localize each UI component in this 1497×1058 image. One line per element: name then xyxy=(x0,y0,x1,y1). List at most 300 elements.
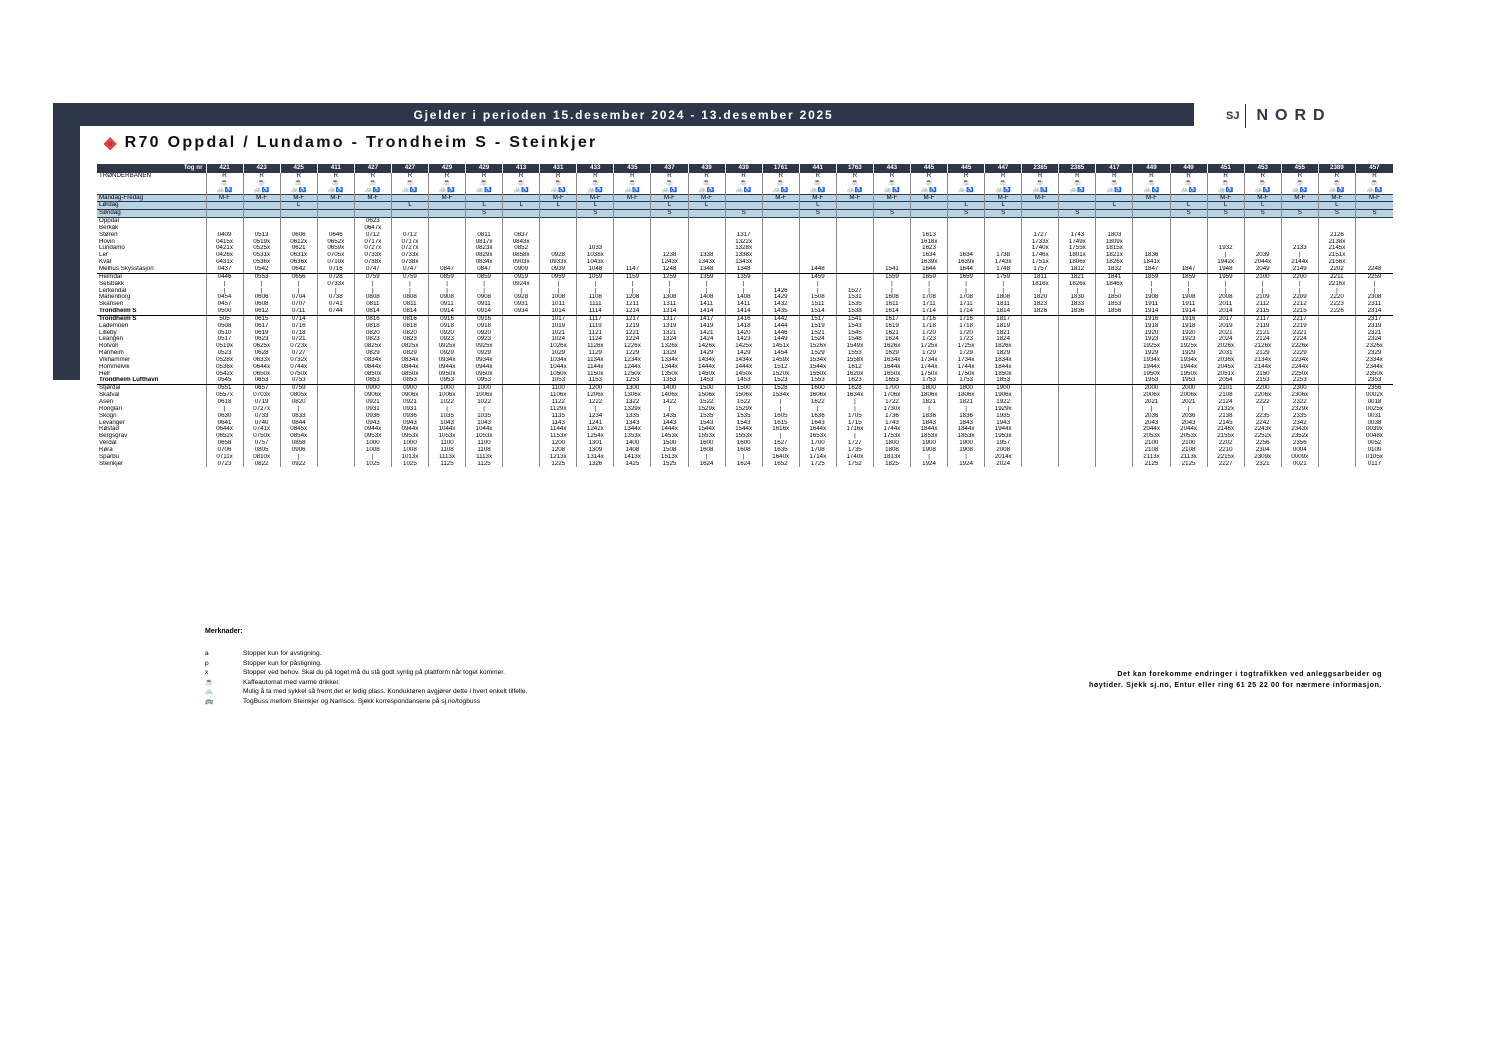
time-cell xyxy=(540,232,577,239)
time-cell: 1943 xyxy=(985,420,1022,427)
time-cell: 0519x xyxy=(206,343,243,350)
time-cell: 1517 xyxy=(799,315,836,322)
time-cell: | xyxy=(1281,281,1318,288)
time-cell: 1553 xyxy=(836,350,873,357)
station-row xyxy=(97,336,1393,343)
time-cell xyxy=(466,225,503,232)
time-cell: 0545 xyxy=(206,377,243,384)
time-cell: 🚲♿ xyxy=(1318,187,1355,194)
time-cell xyxy=(317,399,354,406)
time-cell: 0911 xyxy=(428,301,465,308)
time-cell: 1544x xyxy=(799,364,836,371)
time-cell xyxy=(1096,377,1133,384)
time-cell: L xyxy=(688,202,725,210)
time-cell xyxy=(1059,225,1096,232)
time-cell: 0818 xyxy=(391,323,428,330)
time-cell xyxy=(243,225,280,232)
time-cell: 0733x xyxy=(354,252,391,259)
time-cell: 0823 xyxy=(391,336,428,343)
time-cell: | xyxy=(873,281,910,288)
time-cell: 0920 xyxy=(428,330,465,337)
time-cell: 2108 xyxy=(1207,392,1244,399)
time-cell xyxy=(1318,420,1355,427)
time-cell xyxy=(317,461,354,468)
station-name: Støren xyxy=(99,231,118,238)
time-cell: 1538 xyxy=(836,308,873,315)
time-cell xyxy=(1022,426,1059,433)
time-cell: 1841x xyxy=(1133,259,1170,266)
station-name: Oppdal xyxy=(97,218,206,225)
station-row xyxy=(97,461,1393,468)
time-cell: | xyxy=(836,406,873,413)
time-cell: 0553 xyxy=(243,273,280,280)
time-cell: | xyxy=(1207,252,1244,259)
time-cell xyxy=(614,245,651,252)
station-name: Steinkjer xyxy=(99,460,124,467)
time-cell xyxy=(1355,202,1393,210)
time-cell xyxy=(1133,245,1170,252)
time-cell: 1826x xyxy=(1059,281,1096,288)
time-cell: | xyxy=(614,288,651,295)
time-cell: 0723x xyxy=(280,343,317,350)
time-cell: 0557x xyxy=(206,392,243,399)
note-text: Kaffeautomat med varme drikker. xyxy=(243,678,340,686)
time-cell: 2043 xyxy=(1170,420,1207,427)
time-cell xyxy=(391,194,428,202)
time-cell: 1553x xyxy=(688,433,725,440)
time-cell: 0519x xyxy=(243,239,280,246)
time-cell: 2039 xyxy=(1244,252,1281,259)
time-cell: 1444x xyxy=(688,364,725,371)
time-cell: M-F xyxy=(428,194,465,202)
time-cell: 🚲♿ xyxy=(1133,187,1170,194)
time-cell: ☕ xyxy=(1022,180,1059,187)
time-cell: 1521 xyxy=(799,330,836,337)
train-number: 429 xyxy=(466,164,503,173)
time-cell: 1553 xyxy=(799,377,836,384)
time-cell: 1823 xyxy=(1022,301,1059,308)
time-cell: 1806x xyxy=(948,392,985,399)
time-cell: 1925x xyxy=(1170,343,1207,350)
time-cell: 0721 xyxy=(280,336,317,343)
time-cell xyxy=(1022,377,1059,384)
time-cell: 1819 xyxy=(985,323,1022,330)
time-cell: S xyxy=(1355,210,1393,218)
time-cell: 0528x xyxy=(206,357,243,364)
time-cell: 1833 xyxy=(1059,301,1096,308)
time-cell: 0919 xyxy=(503,273,540,280)
time-cell: 1628 xyxy=(836,385,873,392)
time-cell: 0454 xyxy=(206,294,243,301)
time-cell: 2036x xyxy=(1207,357,1244,364)
time-cell: 0705x xyxy=(317,252,354,259)
time-cell xyxy=(503,392,540,399)
time-cell: 1859 xyxy=(1133,273,1170,280)
time-cell: 2356 xyxy=(1355,385,1393,392)
time-cell: | xyxy=(910,406,947,413)
time-cell xyxy=(1059,461,1096,468)
time-cell xyxy=(1355,225,1393,232)
time-cell: 0619 xyxy=(243,330,280,337)
time-cell xyxy=(688,225,725,232)
time-cell: 1934x xyxy=(1170,357,1207,364)
time-cell: | xyxy=(391,281,428,288)
train-number: 2385 xyxy=(1022,164,1059,173)
time-cell: 0733x xyxy=(317,281,354,288)
time-cell: 1636 xyxy=(799,413,836,420)
time-cell: 0820 xyxy=(391,330,428,337)
time-cell: 0845x xyxy=(280,426,317,433)
time-cell: 1529x xyxy=(688,406,725,413)
time-cell xyxy=(1096,364,1133,371)
time-cell: 1544x xyxy=(725,426,762,433)
time-cell: 1121 xyxy=(577,330,614,337)
time-cell: 0021 xyxy=(1281,461,1318,468)
time-cell: | xyxy=(836,399,873,406)
time-cell: 0944x xyxy=(428,364,465,371)
time-cell: 1957 xyxy=(985,440,1022,447)
time-cell: 0920 xyxy=(466,330,503,337)
time-cell: | xyxy=(577,406,614,413)
time-cell xyxy=(1096,440,1133,447)
time-cell xyxy=(614,232,651,239)
time-cell: 1000 xyxy=(428,385,465,392)
time-cell: 1334x xyxy=(651,357,688,364)
note-key: ☕ xyxy=(205,678,214,686)
time-cell: R xyxy=(614,173,651,180)
time-cell: 1918 xyxy=(1133,323,1170,330)
time-cell: 2053x xyxy=(1170,433,1207,440)
station-row xyxy=(97,308,1393,315)
time-cell: 1329x xyxy=(614,406,651,413)
station-name: Sparbu xyxy=(99,453,119,460)
time-cell xyxy=(317,336,354,343)
time-cell: 0929 xyxy=(428,350,465,357)
time-cell xyxy=(1207,225,1244,232)
time-cell xyxy=(503,447,540,454)
time-cell: 0829x xyxy=(466,252,503,259)
time-cell xyxy=(317,392,354,399)
time-cell: 1659 xyxy=(910,273,947,280)
time-cell: 1624 xyxy=(725,461,762,468)
time-cell: 0922 xyxy=(280,461,317,468)
time-cell: 1435 xyxy=(651,413,688,420)
time-cell: | xyxy=(1355,288,1393,295)
time-cell: 1425x xyxy=(725,343,762,350)
time-cell xyxy=(1059,357,1096,364)
time-cell: 1353x xyxy=(614,433,651,440)
time-cell: 1759 xyxy=(985,273,1022,280)
time-cell: ☕ xyxy=(1170,180,1207,187)
time-cell: 1033 xyxy=(577,245,614,252)
time-cell: 2017 xyxy=(1207,315,1244,322)
time-cell: 0931 xyxy=(503,301,540,308)
time-cell xyxy=(317,357,354,364)
time-cell: 1817 xyxy=(985,315,1022,322)
station-row xyxy=(97,301,1393,308)
time-cell: 0523 xyxy=(206,350,243,357)
time-cell: 1634 xyxy=(910,252,947,259)
time-cell: 2209 xyxy=(1281,294,1318,301)
time-cell xyxy=(1133,239,1170,246)
time-cell: 0631x xyxy=(280,252,317,259)
time-cell: 1853x xyxy=(910,433,947,440)
time-cell xyxy=(688,239,725,246)
time-cell: 1634x xyxy=(836,392,873,399)
time-cell xyxy=(1096,420,1133,427)
time-cell: 1408 xyxy=(614,447,651,454)
time-cell: 0833 xyxy=(280,413,317,420)
time-cell xyxy=(1170,218,1207,225)
time-cell: 1639x xyxy=(910,259,947,266)
time-cell xyxy=(1355,259,1393,266)
notes-section xyxy=(205,628,527,707)
time-cell: 1531 xyxy=(836,294,873,301)
time-cell xyxy=(762,210,799,218)
time-cell xyxy=(1022,218,1059,225)
time-cell xyxy=(577,225,614,232)
time-cell: 0810x xyxy=(243,454,280,461)
time-cell: 1959 xyxy=(1207,273,1244,280)
time-cell: 0950x xyxy=(466,371,503,378)
time-cell: 0606 xyxy=(280,232,317,239)
station-name: Trondheim S xyxy=(97,308,206,315)
time-cell: 2252x xyxy=(1244,433,1281,440)
time-cell: 0636x xyxy=(280,259,317,266)
time-cell: 0723 xyxy=(206,461,243,468)
time-cell: 0710x xyxy=(317,259,354,266)
time-cell: 0628 xyxy=(243,350,280,357)
train-number: 427 xyxy=(354,164,391,173)
time-cell: 1729 xyxy=(948,350,985,357)
time-cell: ☕ xyxy=(725,180,762,187)
time-cell: 2259 xyxy=(1355,273,1393,280)
time-cell: S xyxy=(1281,210,1318,218)
time-cell: 1359 xyxy=(725,273,762,280)
time-cell: 1126x xyxy=(577,343,614,350)
time-cell: 2221 xyxy=(1281,330,1318,337)
time-cell xyxy=(428,252,465,259)
time-cell: 0837 xyxy=(503,232,540,239)
time-cell: 2036 xyxy=(1170,413,1207,420)
time-cell: 2217 xyxy=(1281,315,1318,322)
time-cell: | xyxy=(725,454,762,461)
time-cell: 0759 xyxy=(354,273,391,280)
note-key: p xyxy=(205,659,209,667)
time-cell xyxy=(762,232,799,239)
station-name: Rotvoll xyxy=(99,343,118,350)
time-cell xyxy=(836,239,873,246)
time-cell: 1238 xyxy=(651,252,688,259)
time-cell: 1800 xyxy=(948,385,985,392)
time-cell: 0707 xyxy=(280,301,317,308)
disclaimer xyxy=(1089,669,1382,691)
time-cell: 1359 xyxy=(688,273,725,280)
time-cell xyxy=(1059,364,1096,371)
time-cell: 1755x xyxy=(1059,245,1096,252)
time-cell: 0652x xyxy=(317,239,354,246)
time-cell: 0741x xyxy=(243,426,280,433)
time-cell: 2308 xyxy=(1355,294,1393,301)
time-cell: 1826x xyxy=(1096,259,1133,266)
time-cell xyxy=(985,245,1022,252)
time-cell: 1750x xyxy=(910,371,947,378)
time-cell xyxy=(1096,225,1133,232)
time-cell: ☕ xyxy=(428,180,465,187)
time-cell: 0711 xyxy=(280,308,317,315)
time-cell xyxy=(1318,392,1355,399)
train-number: 413 xyxy=(503,164,540,173)
time-cell: 1914 xyxy=(1170,308,1207,315)
time-cell: 1514 xyxy=(799,308,836,315)
time-cell: 1806x xyxy=(1059,259,1096,266)
time-cell: | xyxy=(280,288,317,295)
time-cell xyxy=(1096,406,1133,413)
station-name: Leangen xyxy=(99,336,124,343)
time-cell xyxy=(1022,454,1059,461)
time-cell: 2006x xyxy=(1133,392,1170,399)
time-cell: 1720 xyxy=(948,330,985,337)
time-cell: S xyxy=(651,210,688,218)
time-cell: 2119 xyxy=(1244,323,1281,330)
time-cell: 1125 xyxy=(466,461,503,468)
time-cell: 1244x xyxy=(614,364,651,371)
time-cell: ☕ xyxy=(651,180,688,187)
time-cell: 2150 xyxy=(1244,371,1281,378)
station-row xyxy=(97,330,1393,337)
time-cell xyxy=(688,210,725,218)
train-number: 441 xyxy=(799,164,836,173)
time-cell: 1111 xyxy=(577,301,614,308)
time-cell: 1113x xyxy=(466,454,503,461)
time-cell: 2329x xyxy=(1281,406,1318,413)
train-number: 425 xyxy=(280,164,317,173)
time-cell: 1534x xyxy=(799,357,836,364)
time-cell: 2124 xyxy=(1244,336,1281,343)
time-cell: 0652x xyxy=(206,433,243,440)
time-cell: 0658 xyxy=(206,440,243,447)
time-cell xyxy=(1022,202,1059,210)
time-cell: 0929 xyxy=(466,350,503,357)
time-cell: 2319 xyxy=(1355,323,1393,330)
time-cell: 1254x xyxy=(577,433,614,440)
time-cell: 2314 xyxy=(1355,308,1393,315)
train-number: 431 xyxy=(540,164,577,173)
time-cell: | xyxy=(1207,281,1244,288)
time-cell: 1025 xyxy=(354,461,391,468)
time-cell: 2202 xyxy=(1207,440,1244,447)
time-cell xyxy=(1059,399,1096,406)
time-cell: 0500 xyxy=(206,308,243,315)
time-cell: 1801x xyxy=(1059,252,1096,259)
time-cell: 0704 xyxy=(280,294,317,301)
time-cell: 1900 xyxy=(910,440,947,447)
time-cell: 0633x xyxy=(243,357,280,364)
time-cell: 1711 xyxy=(910,301,947,308)
time-cell xyxy=(836,259,873,266)
time-cell xyxy=(1318,413,1355,420)
time-cell xyxy=(503,385,540,392)
time-cell: 1319 xyxy=(651,323,688,330)
time-cell xyxy=(1244,245,1281,252)
time-cell: 505 xyxy=(206,315,243,322)
time-cell xyxy=(1022,343,1059,350)
time-cell: 1311 xyxy=(651,301,688,308)
time-cell: M-F xyxy=(873,194,910,202)
service-day-row xyxy=(97,202,1393,210)
time-cell: R xyxy=(1355,173,1393,180)
time-cell xyxy=(1170,239,1207,246)
time-cell: 1421 xyxy=(688,330,725,337)
station-name: Skogn xyxy=(99,412,117,419)
time-cell: 0517 xyxy=(206,336,243,343)
time-cell xyxy=(762,225,799,232)
time-cell xyxy=(243,202,280,210)
time-cell: 2306x xyxy=(1281,392,1318,399)
time-cell: 0900 xyxy=(391,385,428,392)
time-cell: 2326x xyxy=(1355,343,1393,350)
time-cell: 0750x xyxy=(280,371,317,378)
time-cell xyxy=(873,232,910,239)
time-cell: R xyxy=(540,173,577,180)
time-cell: 1122 xyxy=(540,399,577,406)
time-cell: 0727x xyxy=(354,245,391,252)
time-cell: 0823 xyxy=(354,336,391,343)
time-cell xyxy=(1244,232,1281,239)
time-cell xyxy=(317,350,354,357)
time-cell: 2224 xyxy=(1281,336,1318,343)
time-cell xyxy=(1059,440,1096,447)
time-cell xyxy=(1022,385,1059,392)
time-cell: 1408 xyxy=(688,294,725,301)
time-cell: 1953 xyxy=(1170,377,1207,384)
time-cell: S xyxy=(725,210,762,218)
time-cell xyxy=(503,420,540,427)
time-cell xyxy=(1133,232,1170,239)
time-cell xyxy=(1059,336,1096,343)
time-cell: 2235 xyxy=(1244,413,1281,420)
time-cell xyxy=(614,252,651,259)
time-cell xyxy=(1318,330,1355,337)
time-cell: 1841 xyxy=(1096,273,1133,280)
time-cell: M-F xyxy=(354,194,391,202)
time-cell: 1809x xyxy=(1096,239,1133,246)
time-cell: 2223 xyxy=(1318,301,1355,308)
time-cell: M-F xyxy=(651,194,688,202)
time-cell xyxy=(428,218,465,225)
time-cell xyxy=(873,239,910,246)
time-cell xyxy=(651,218,688,225)
time-cell: ☕ xyxy=(799,180,836,187)
time-cell: 1746x xyxy=(1022,252,1059,259)
time-cell: 2021 xyxy=(1133,399,1170,406)
time-cell: 1306x xyxy=(614,392,651,399)
time-cell xyxy=(1170,232,1207,239)
time-cell: 2248 xyxy=(1355,266,1393,273)
time-cell: 1605 xyxy=(762,413,799,420)
time-cell xyxy=(503,377,540,384)
time-cell: 0642 xyxy=(280,266,317,273)
time-cell: 0911 xyxy=(466,301,503,308)
time-cell: 2329 xyxy=(1355,350,1393,357)
time-cell: 1508 xyxy=(799,294,836,301)
time-cell: 🚲♿ xyxy=(280,187,317,194)
station-name: Åsen xyxy=(99,399,114,405)
time-cell: 0814 xyxy=(354,308,391,315)
time-cell xyxy=(910,225,947,232)
time-cell: 0829 xyxy=(354,350,391,357)
time-cell: | xyxy=(910,288,947,295)
